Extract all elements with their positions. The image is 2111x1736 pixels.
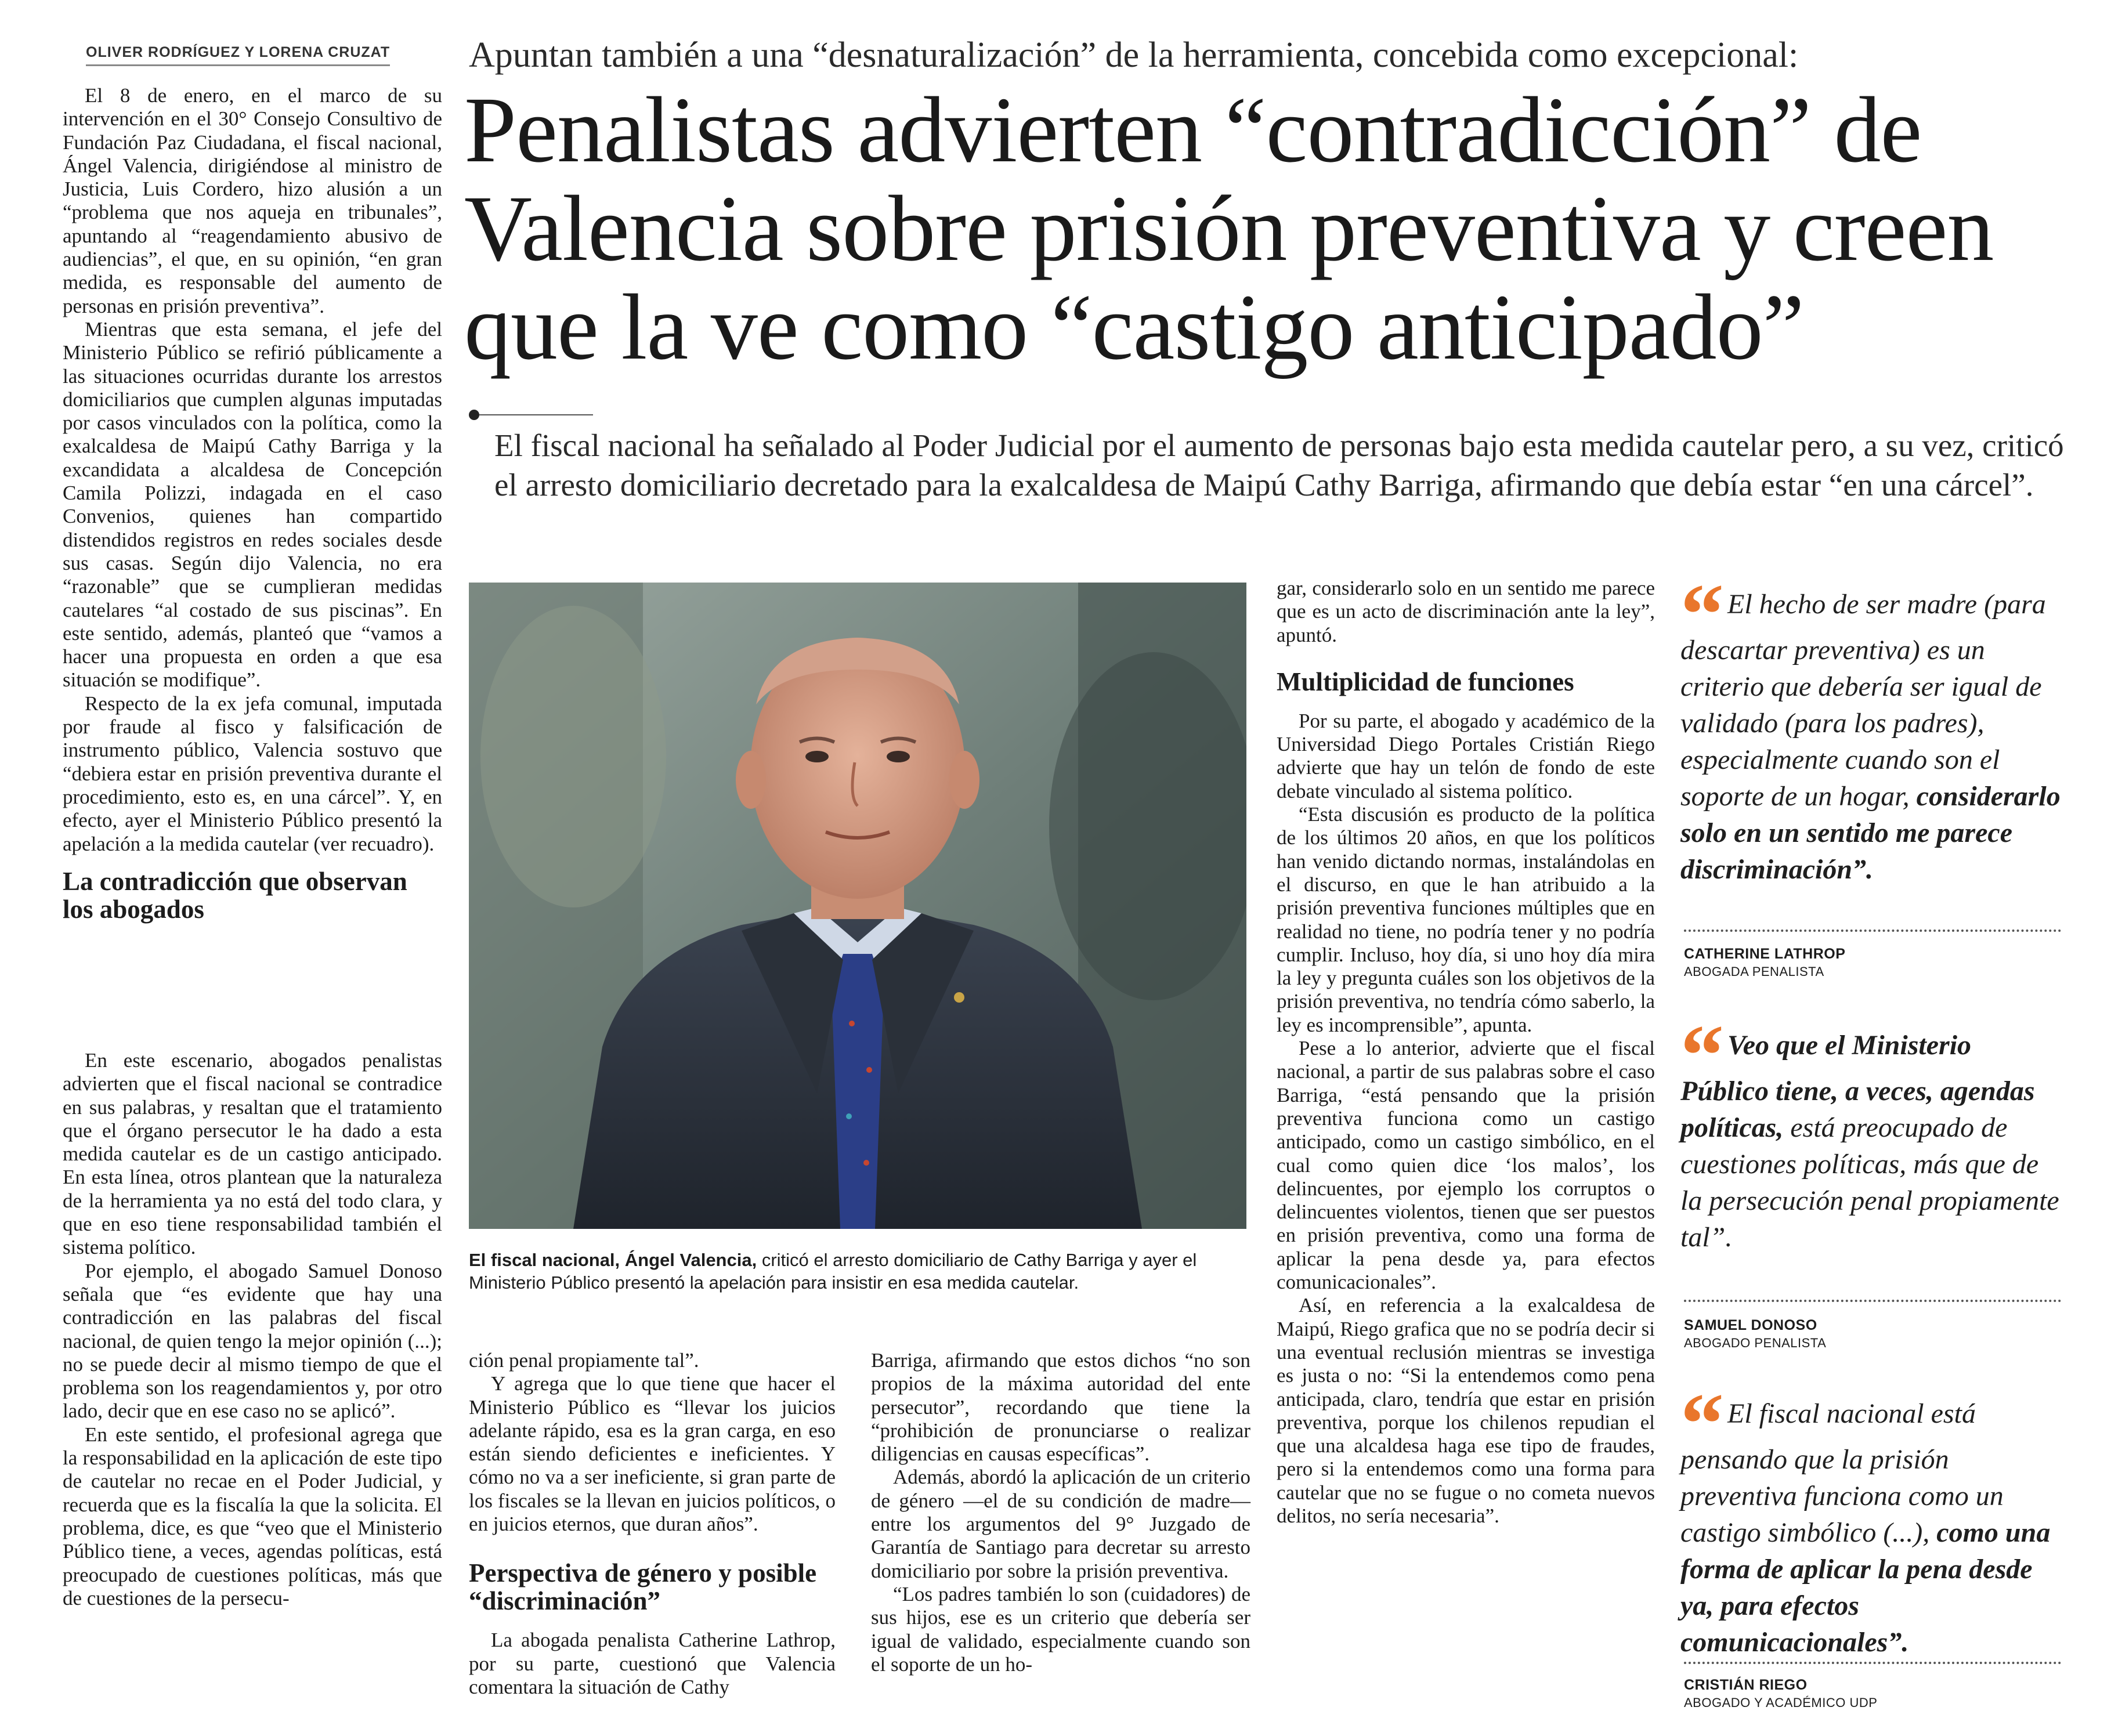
paragraph: Respecto de la ex jefa comunal, imputada por fraude al fisco y falsificación de instrumento público, Valencia sostuvo que “debiera estar en prisión preventiva durante el procedimiento, esto es, en una cárcel”. Y, en efecto, ayer el Ministerio Público presentó la apelación a la medida cautelar (ver recuadro). [63, 692, 442, 855]
quote-separator [1684, 930, 2061, 932]
quote-separator [1684, 1662, 2061, 1664]
pull-quote-donoso [1680, 1007, 2063, 1256]
paragraph: “Esta discusión es producto de la política de los últimos 20 años, en que los políticos han venido dictando normas, instalándolas en el discurso, en que le han atribuido a la prisión preventiva funciones múltiples que en realidad no tiene, no podría tener y no podría cumplir. Incluso, hoy día, si uno hoy día mira la ley y pregunta cuáles son los objetivos de la prisión preventiva, no tendría cómo saberlo, la ley es incomprensible”, apunta. [1277, 803, 1655, 1036]
byline: OLIVER RODRÍGUEZ Y LORENA CRUZAT [86, 44, 390, 66]
photo-caption [469, 1249, 1246, 1294]
quote-text: está preocupado de cuestiones políticas, más que de la persecución penal propiamente tal”. [1680, 1112, 2059, 1253]
separator-line [479, 414, 593, 415]
quote-mark-icon: “ [1680, 566, 1720, 663]
quote-separator [1684, 1300, 2061, 1302]
article-column-4 [1277, 577, 1655, 1528]
quote-author-name: CRISTIÁN RIEGO [1684, 1677, 1808, 1693]
paragraph: El 8 de enero, en el marco de su intervención en el 30° Consejo Consultivo de Fundación Paz Ciudadana, el fiscal nacional, Ángel Valencia, dirigiéndose al ministro de Justicia, Luis Cordero, hizo alusión a un “problema que nos aqueja en tribunales”, apuntando al “reagendamiento abusivo de audiencias”, el que, en su opinión, “en gran medida, es responsable del aumento de personas en prisión preventiva”. [63, 84, 442, 317]
quote-text: El fiscal nacional está pensando que la prisión preventiva funciona como un castigo simbólico (...), [1680, 1398, 2004, 1548]
pull-quote-riego [1680, 1376, 2063, 1661]
paragraph: En este escenario, abogados penalistas advierten que el fiscal nacional se contradice en sus palabras, y resaltan que el tratamiento que el órgano persecutor le ha dado a esta medida cautelar es de un castigo anticipado. En esta línea, otros plantean que la naturaleza de la herramienta ya no está del todo clara, y que en eso tiene responsabilidad también el sistema político. [63, 1049, 442, 1259]
paragraph: Y agrega que lo que tiene que hacer el Ministerio Público es “llevar los juicios adelante rápido, esa es la gran carga, en eso están siendo deficientes e ineficientes. Y cómo no va a ser ineficiente, si gran parte de los fiscales se la llevan en juicios políticos, o en juicios eternos, que duran años”. [469, 1372, 836, 1536]
paragraph: Por su parte, el abogado y académico de la Universidad Diego Portales Cristián Riego advierte que hay un telón de fondo de este debate vinculado al sistema político. [1277, 709, 1655, 802]
quote-bold: Veo que el Ministerio Público tiene, a veces, agendas políticas, [1680, 1030, 2035, 1143]
kicker: Apuntan también a una “desnaturalización” de la herramienta, concebida como excepcional: [469, 35, 1799, 75]
paragraph: gar, considerarlo solo en un sentido me parece que es un acto de discriminación ante la ley”, apuntó. [1277, 577, 1655, 646]
paragraph: Por ejemplo, el abogado Samuel Donoso señala que “es evidente que hay una contradicción en las palabras del fiscal nacional, de quien tengo la mejor opinión (...); no se puede decir al mismo tiempo de que el problema son los reagendamientos y, por otro lado, decir que en ese caso no se aplicó”. [63, 1259, 442, 1423]
quote-author-role: ABOGADA PENALISTA [1684, 964, 1824, 979]
photo-angel-valencia [469, 583, 1246, 1229]
paragraph: La abogada penalista Catherine Lathrop, por su parte, cuestionó que Valencia comentara la situación de Cathy [469, 1629, 836, 1698]
article-column-2 [469, 1349, 836, 1699]
headline: Penalistas advierten “contradicción” de Valencia sobre prisión preventiva y creen que la ve como “castigo anticipado” [464, 78, 1994, 379]
quote-author-name: CATHERINE LATHROP [1684, 946, 1846, 962]
quote-bold: considerarlo solo en un sentido me parece discriminación”. [1680, 781, 2061, 885]
article-column-3 [871, 1349, 1250, 1676]
separator-dot [469, 410, 479, 420]
paragraph: Mientras que esta semana, el jefe del Ministerio Público se refirió públicamente a las situaciones ocurridas durante los arrestos domiciliarios que cumplen algunas imputadas por casos vinculados con la política, como la exalcaldesa de Maipú Cathy Barriga y la excandidata a alcaldesa de Concepción Camila Polizzi, indagada en el caso Convenios, quienes han compartido distendidos registros en redes sociales desde sus casas. Según dijo Valencia, no era “razonable” que se cumplieran medidas cautelares “al costado de sus piscinas”. En este sentido, además, planteó que “vamos a hacer una propuesta en orden a que esa situación se modifique”. [63, 317, 442, 692]
paragraph: Además, abordó la aplicación de un criterio de género —el de su condición de madre— entre los argumentos del 9° Juzgado de Garantía de Santiago para decretar su arresto domiciliario por sobre la prisión preventiva. [871, 1466, 1250, 1582]
paragraph: Pese a lo anterior, advierte que el fiscal nacional, a partir de sus palabras sobre el caso Barriga, “está pensando que la prisión preventiva funciona como un castigo anticipado, como un castigo simbólico, en el cual como quien dice ‘los malos’, los delincuentes, por ejemplo los corruptos o delincuentes violentos, tienen que ser puestos en prisión preventiva, como una forma de aplicar la pena desde ya, para efectos comunicacionales”. [1277, 1037, 1655, 1294]
quote-bold: como una forma de aplicar la pena desde ya, para efectos comunicacionales”. [1680, 1517, 2051, 1658]
paragraph: “Los padres también lo son (cuidadores) de sus hijos, ese es un criterio que debería ser igual de validado, especialmente cuando son el soporte de un ho- [871, 1582, 1250, 1676]
quote-author-role: ABOGADO Y ACADÉMICO UDP [1684, 1695, 1878, 1710]
subheading: Multiplicidad de funciones [1277, 667, 1574, 696]
quote-mark-icon: “ [1680, 1007, 1720, 1104]
quote-text: El hecho de ser madre (para descartar preventiva) es un criterio que debería ser igual de validado (para los padres), especialmente cuando son el soporte de un hogar, [1680, 589, 2046, 812]
quote-author-role: ABOGADO PENALISTA [1684, 1336, 1827, 1350]
pull-quote-lathrop [1680, 566, 2063, 888]
article-column-1-continued [63, 1049, 442, 1610]
subheading: La contradicción que observan los abogados [63, 866, 407, 924]
subheading: Perspectiva de género y posible “discriminación” [469, 1558, 817, 1616]
quote-author-name: SAMUEL DONOSO [1684, 1317, 1817, 1333]
paragraph: Barriga, afirmando que estos dichos “no son propios de la máxima autoridad del ente persecutor”, recordando que tiene la “prohibición de pronunciarse o realizar diligencias en causas específicas”. [871, 1349, 1250, 1466]
paragraph: Así, en referencia a la exalcaldesa de Maipú, Riego grafica que no se podría decir si una eventual reclusión mientras se investiga es justa o no: “Si la entendemos como pena anticipada, claro, tendría que estar en prisión preventiva, porque los chilenos repudian el que una alcaldesa haga ese tipo de fraudes, pero si la entendemos como una forma para cautelar que no se fugue o no cometa nuevos delitos, no sería necesaria”. [1277, 1294, 1655, 1527]
article-column-1 [63, 84, 442, 937]
paragraph: En este sentido, el profesional agrega que la responsabilidad en la aplicación de este tipo de cautelar no recae en el Poder Judicial, y recuerda que es la fiscalía la que la solicita. El problema, dice, es que “veo que el Ministerio Público tiene, a veces, agendas políticas, está preocupado de cuestiones políticas, más que de cuestiones de la persecu- [63, 1423, 442, 1610]
paragraph: ción penal propiamente tal”. [469, 1349, 699, 1372]
caption-text: criticó el arresto domiciliario de Cathy Barriga y ayer el Ministerio Público presentó la apelación para insistir en esa medida cautelar. [469, 1250, 1197, 1293]
quote-mark-icon: “ [1680, 1376, 1720, 1472]
caption-bold: El fiscal nacional, Ángel Valencia, [469, 1250, 757, 1270]
deck: El fiscal nacional ha señalado al Poder Judicial por el aumento de personas bajo esta medida cautelar pero, a su vez, criticó el arresto domiciliario decretado para la exalcaldesa de Maipú Cathy Barriga, afirmando que debía estar “en una cárcel”. [494, 428, 2064, 502]
